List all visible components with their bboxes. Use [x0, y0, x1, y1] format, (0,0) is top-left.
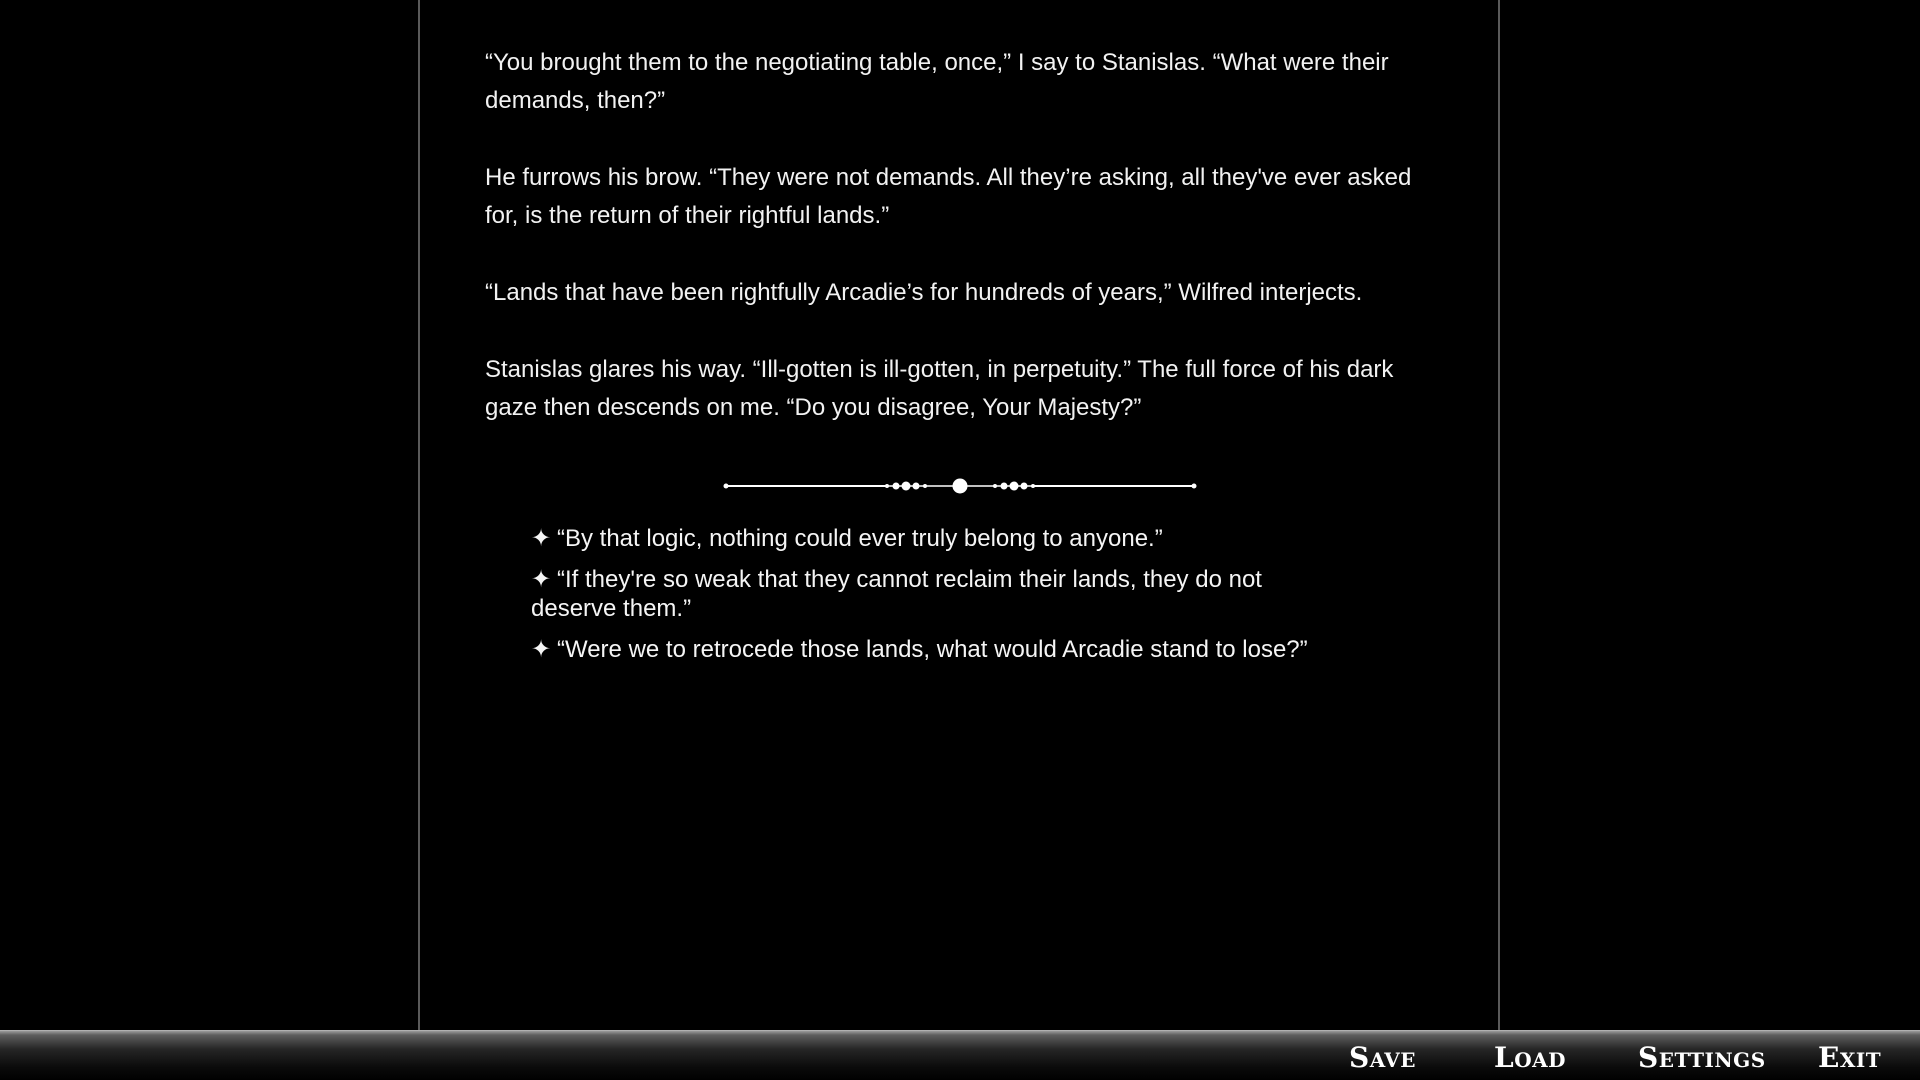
load-button[interactable]: Load: [1494, 1041, 1566, 1074]
story-paragraph: Stanislas glares his way. “Ill-gotten is ill-gotten, in perpetuity.” The full force of his dark gaze then descends on me. “Do you disagree, Your Majesty?”: [485, 356, 1394, 421]
settings-button[interactable]: Settings: [1638, 1041, 1766, 1074]
choice-option-3[interactable]: [531, 635, 1331, 664]
save-button[interactable]: Save: [1349, 1041, 1417, 1074]
exit-button[interactable]: Exit: [1818, 1041, 1882, 1074]
story-paragraph: “Lands that have been rightfully Arcadie’s for hundreds of years,” Wilfred interjects.: [485, 279, 1363, 306]
ornament-divider-icon: [722, 474, 1198, 498]
story-paragraph: “You brought them to the negotiating table, once,” I say to Stanislas. “What were their demands, then?”: [485, 49, 1389, 114]
story-paragraph: He furrows his brow. “They were not demands. All they’re asking, all they've ever asked for, is the return of their rightful lands.”: [485, 164, 1412, 229]
choice-text: “Were we to retrocede those lands, what would Arcadie stand to lose?”: [557, 636, 1308, 663]
star-bullet-icon: ✦: [531, 636, 552, 663]
bottom-menu-bar: [0, 1030, 1920, 1080]
choice-list: [531, 524, 1331, 676]
star-bullet-icon: ✦: [531, 525, 552, 552]
choice-text: “If they're so weak that they cannot reclaim their lands, they do not deserve them.”: [531, 566, 1262, 622]
choice-option-2[interactable]: [531, 565, 1331, 623]
story-text: [485, 44, 1415, 466]
choice-text: “By that logic, nothing could ever truly belong to anyone.”: [557, 525, 1163, 552]
choice-option-1[interactable]: [531, 524, 1331, 553]
star-bullet-icon: ✦: [531, 566, 552, 593]
